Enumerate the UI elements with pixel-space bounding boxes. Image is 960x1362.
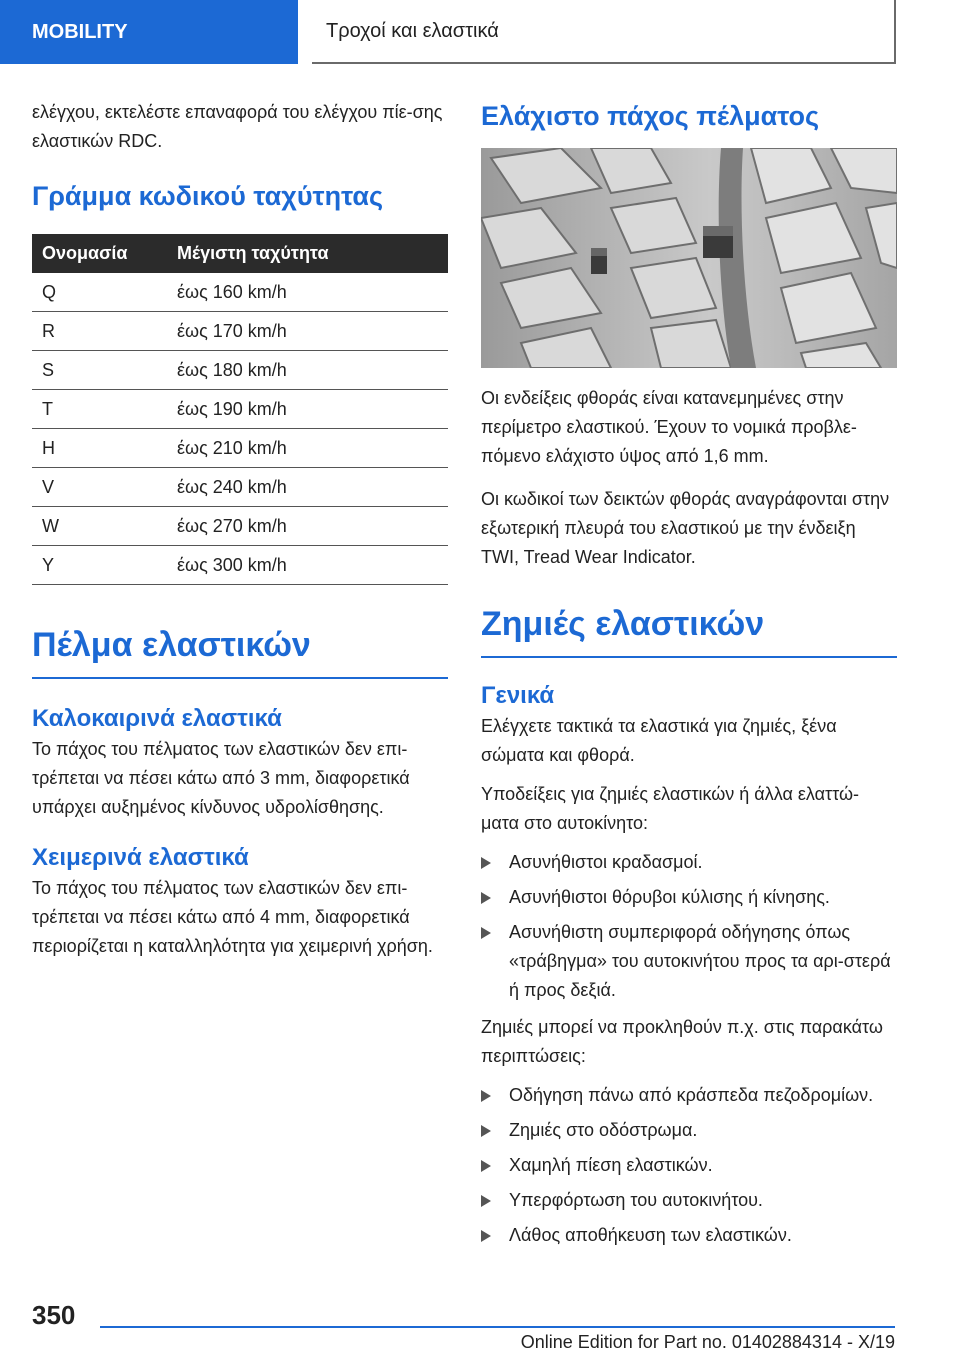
triangle-right-icon bbox=[481, 1230, 491, 1242]
list-item bbox=[481, 1081, 897, 1110]
list-item bbox=[481, 918, 897, 1005]
speed-code-cell: Y bbox=[32, 546, 167, 585]
triangle-right-icon bbox=[481, 927, 491, 939]
tyre-damage-heading: Ζημιές ελαστικών bbox=[481, 605, 765, 643]
header-chapter-title bbox=[312, 0, 896, 64]
damage-section-heading bbox=[481, 602, 897, 658]
general-paragraph: Ελέγχετε τακτικά τα ελαστικά για ζημιές, ξένα σώματα και φθορά. bbox=[481, 716, 837, 765]
header-section-label: MOBILITY bbox=[32, 20, 128, 43]
min-tread-heading: Ελάχιστο πάχος πέλματος bbox=[481, 101, 820, 131]
tread-wear-indicator-photo bbox=[481, 148, 897, 368]
footer-edition: Online Edition for Part no. 01402884314 - X/19 bbox=[520, 1332, 895, 1352]
header-chapter-label: Τροχοί και ελαστικά bbox=[326, 19, 499, 42]
triangle-right-icon bbox=[481, 1195, 491, 1207]
winter-tyres-paragraph: Το πάχος του πέλματος των ελαστικών δεν επι-τρέπεται να πέσει κάτω από 4 mm, διαφορετικά περιορίζεται η καταλληλότητα για χειμερινή χρήση. bbox=[32, 878, 433, 956]
speed-code-cell: S bbox=[32, 351, 167, 390]
speed-value-cell: έως 300 km/h bbox=[167, 546, 448, 585]
triangle-right-icon bbox=[481, 857, 491, 869]
speed-value-cell: έως 160 km/h bbox=[167, 273, 448, 312]
table-row bbox=[32, 273, 448, 312]
table-header-max-speed: Μέγιστη ταχύτητα bbox=[167, 234, 448, 273]
right-column bbox=[481, 98, 897, 1258]
speed-code-cell: R bbox=[32, 312, 167, 351]
winter-tyres-heading: Χειμερινά ελαστικά bbox=[32, 844, 249, 871]
table-header-row bbox=[32, 234, 448, 273]
speed-code-table bbox=[32, 234, 448, 585]
list-item-text: Ασυνήθιστοι θόρυβοι κύλισης ή κίνησης. bbox=[509, 887, 830, 907]
table-row bbox=[32, 546, 448, 585]
triangle-right-icon bbox=[481, 1125, 491, 1137]
general-heading: Γενικά bbox=[481, 682, 555, 709]
speed-code-cell: H bbox=[32, 429, 167, 468]
list-item-text: Ζημιές στο οδόστρωμα. bbox=[509, 1120, 698, 1140]
damage-signs-paragraph: Υποδείξεις για ζημιές ελαστικών ή άλλα ελαττώ-ματα στο αυτοκίνητο: bbox=[481, 784, 860, 833]
wear-indicator-paragraph-2: Οι κωδικοί των δεικτών φθοράς αναγράφονται στην εξωτερική πλευρά του ελαστικού με την ένδειξη TWI, Tread Wear Indicator. bbox=[481, 489, 890, 567]
list-item-text: Λάθος αποθήκευση των ελαστικών. bbox=[509, 1225, 792, 1245]
table-row bbox=[32, 390, 448, 429]
list-item-text: Οδήγηση πάνω από κράσπεδα πεζοδρομίων. bbox=[509, 1085, 874, 1105]
triangle-right-icon bbox=[481, 1090, 491, 1102]
list-item-text: Ασυνήθιστη συμπεριφορά οδήγησης όπως «τράβηγμα» του αυτοκινήτου προς τα αρι-στερά ή προς δεξιά. bbox=[509, 922, 891, 1000]
wear-indicator-paragraph-1: Οι ενδείξεις φθοράς είναι κατανεμημένες στην περίμετρο ελαστικού. Έχουν το νομικά προβλε-πόμενο ελάχιστο ύψος από 1,6 mm. bbox=[481, 388, 857, 466]
table-row bbox=[32, 351, 448, 390]
list-item bbox=[481, 1116, 897, 1145]
speed-value-cell: έως 270 km/h bbox=[167, 507, 448, 546]
table-row bbox=[32, 507, 448, 546]
list-item bbox=[481, 883, 897, 912]
list-item bbox=[481, 1151, 897, 1180]
damage-causes-paragraph: Ζημιές μπορεί να προκληθούν π.χ. στις παρακάτω περιπτώσεις: bbox=[481, 1017, 883, 1066]
tread-heading: Πέλμα ελαστικών bbox=[32, 626, 311, 664]
table-row bbox=[32, 429, 448, 468]
footer-divider bbox=[100, 1326, 895, 1328]
damage-signs-list bbox=[481, 848, 897, 1005]
tread-section-heading bbox=[32, 623, 448, 679]
intro-paragraph: ελέγχου, εκτελέστε επαναφορά του ελέγχου πίε-σης ελαστικών RDC. bbox=[32, 102, 443, 151]
speed-code-cell: V bbox=[32, 468, 167, 507]
summer-tyres-heading: Καλοκαιρινά ελαστικά bbox=[32, 705, 282, 732]
list-item bbox=[481, 1221, 897, 1250]
left-column bbox=[32, 98, 448, 975]
speed-value-cell: έως 240 km/h bbox=[167, 468, 448, 507]
list-item-text: Χαμηλή πίεση ελαστικών. bbox=[509, 1155, 713, 1175]
speed-value-cell: έως 190 km/h bbox=[167, 390, 448, 429]
triangle-right-icon bbox=[481, 1160, 491, 1172]
table-row bbox=[32, 468, 448, 507]
speed-value-cell: έως 180 km/h bbox=[167, 351, 448, 390]
speed-code-cell: T bbox=[32, 390, 167, 429]
triangle-right-icon bbox=[481, 892, 491, 904]
list-item-text: Υπερφόρτωση του αυτοκινήτου. bbox=[509, 1190, 763, 1210]
list-item bbox=[481, 1186, 897, 1215]
header-section-tab bbox=[0, 0, 298, 64]
speed-code-cell: W bbox=[32, 507, 167, 546]
list-item bbox=[481, 848, 897, 877]
table-header-name: Ονομασία bbox=[32, 234, 167, 273]
table-row bbox=[32, 312, 448, 351]
list-item-text: Ασυνήθιστοι κραδασμοί. bbox=[509, 852, 703, 872]
damage-causes-list bbox=[481, 1081, 897, 1250]
speed-value-cell: έως 210 km/h bbox=[167, 429, 448, 468]
speed-code-cell: Q bbox=[32, 273, 167, 312]
speed-value-cell: έως 170 km/h bbox=[167, 312, 448, 351]
speed-code-heading: Γράμμα κωδικού ταχύτητας bbox=[32, 181, 384, 211]
summer-tyres-paragraph: Το πάχος του πέλματος των ελαστικών δεν επι-τρέπεται να πέσει κάτω από 3 mm, διαφορετικά υπάρχει αυξημένος κίνδυνος υδρολίσθησης. bbox=[32, 739, 410, 817]
page-number: 350 bbox=[32, 1300, 76, 1330]
